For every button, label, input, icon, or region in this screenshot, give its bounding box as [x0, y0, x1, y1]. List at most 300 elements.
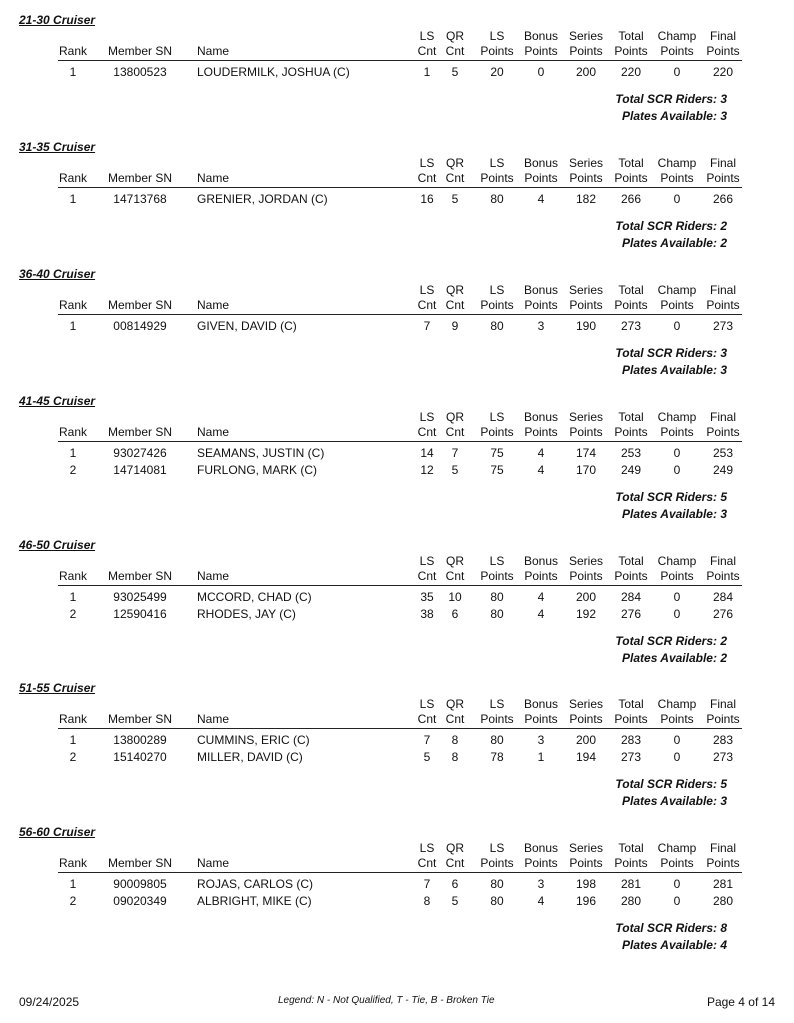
- cell-total-points: 276: [620, 607, 642, 621]
- header-line-1: Total: [618, 554, 644, 568]
- header-line-1: LS: [419, 554, 435, 568]
- division-section: [0, 681, 794, 806]
- cell-bonus-points: 1: [537, 750, 545, 764]
- column-header-rank: Rank: [58, 712, 87, 726]
- total-scr-riders: Total SCR Riders: 2: [615, 219, 727, 233]
- cell-member-sn: 13800523: [113, 65, 167, 79]
- column-header-rank: Rank: [58, 298, 87, 312]
- column-header-bonus-points: [516, 554, 566, 584]
- header-line-2: Cnt: [417, 712, 437, 726]
- cell-final-points: 273: [712, 319, 734, 333]
- column-header-bonus-points: [516, 29, 566, 59]
- header-line-1: Series: [568, 29, 603, 43]
- header-line-1: Bonus: [523, 156, 559, 170]
- column-header-ls-points: [472, 410, 522, 440]
- header-line-2: Points: [569, 44, 603, 58]
- header-line-1: QR: [446, 29, 464, 43]
- total-scr-riders: Total SCR Riders: 3: [615, 346, 727, 360]
- cell-ls-points: 80: [490, 319, 504, 333]
- header-divider: [58, 187, 742, 188]
- header-line-1: Final: [709, 410, 736, 424]
- column-header-series-points: [561, 841, 611, 871]
- total-scr-riders: Total SCR Riders: 2: [615, 634, 727, 648]
- header-line-1: LS: [489, 156, 505, 170]
- division-title: 51-55 Cruiser: [19, 681, 96, 695]
- legend: Legend: N - Not Qualified, T - Tie, B - Broken Tie: [278, 995, 495, 1006]
- header-line-1: Series: [568, 554, 603, 568]
- header-line-1: LS: [489, 29, 505, 43]
- column-header-name: Name: [197, 298, 230, 312]
- total-scr-riders: Total SCR Riders: 5: [615, 777, 727, 791]
- cell-bonus-points: 3: [537, 877, 545, 891]
- cell-total-points: 281: [620, 877, 642, 891]
- cell-name: MCCORD, CHAD (C): [197, 590, 312, 604]
- column-header-ls-points: [472, 283, 522, 313]
- header-line-1: Final: [709, 554, 736, 568]
- header-line-2: Cnt: [417, 44, 437, 58]
- division-title: 46-50 Cruiser: [19, 538, 96, 552]
- cell-qr-cnt: 9: [451, 319, 459, 333]
- header-line-2: Cnt: [445, 171, 465, 185]
- cell-name: SEAMANS, JUSTIN (C): [197, 446, 325, 460]
- cell-champ-points: 0: [673, 750, 681, 764]
- header-line-2: Points: [480, 171, 514, 185]
- header-line-2: Points: [480, 425, 514, 439]
- header-line-2: Points: [614, 569, 648, 583]
- cell-final-points: 284: [712, 590, 734, 604]
- column-header-series-points: [561, 29, 611, 59]
- header-line-2: Points: [614, 425, 648, 439]
- cell-champ-points: 0: [673, 446, 681, 460]
- cell-final-points: 281: [712, 877, 734, 891]
- cell-member-sn: 93025499: [113, 590, 167, 604]
- column-header-rank: Rank: [58, 171, 87, 185]
- header-line-1: QR: [446, 697, 464, 711]
- column-header-total-points: [606, 841, 656, 871]
- header-line-1: LS: [489, 697, 505, 711]
- header-line-1: Total: [618, 697, 644, 711]
- table-header: [0, 283, 794, 313]
- header-line-2: Points: [614, 44, 648, 58]
- cell-champ-points: 0: [673, 894, 681, 908]
- cell-champ-points: 0: [673, 192, 681, 206]
- header-line-2: Points: [706, 712, 740, 726]
- column-header-ls-points: [472, 156, 522, 186]
- column-header-final-points: [698, 29, 748, 59]
- cell-ls-points: 80: [490, 590, 504, 604]
- cell-series-points: 198: [575, 877, 597, 891]
- header-line-2: Points: [706, 44, 740, 58]
- column-header-total-points: [606, 697, 656, 727]
- header-line-2: Points: [524, 171, 558, 185]
- cell-total-points: 273: [620, 750, 642, 764]
- header-line-1: Total: [618, 841, 644, 855]
- cell-member-sn: 93027426: [113, 446, 167, 460]
- cell-name: GIVEN, DAVID (C): [197, 319, 297, 333]
- cell-final-points: 280: [712, 894, 734, 908]
- column-header-final-points: [698, 156, 748, 186]
- cell-ls-points: 80: [490, 894, 504, 908]
- header-line-1: Final: [709, 29, 736, 43]
- header-line-1: QR: [446, 283, 464, 297]
- column-header-name: Name: [197, 425, 230, 439]
- header-line-2: Points: [569, 712, 603, 726]
- cell-member-sn: 90009805: [113, 877, 167, 891]
- header-line-1: LS: [419, 156, 435, 170]
- cell-member-sn: 15140270: [113, 750, 167, 764]
- header-line-2: Points: [480, 44, 514, 58]
- division-title: 56-60 Cruiser: [19, 825, 96, 839]
- division-section: [0, 825, 794, 950]
- column-header-ls-points: [472, 29, 522, 59]
- column-header-total-points: [606, 29, 656, 59]
- plates-available: Plates Available: 2: [622, 236, 727, 250]
- table-row: [0, 893, 794, 910]
- header-line-2: Points: [569, 298, 603, 312]
- column-header-member-sn: Member SN: [107, 44, 172, 58]
- header-divider: [58, 872, 742, 873]
- division-title: 31-35 Cruiser: [19, 140, 96, 154]
- cell-ls-cnt: 14: [420, 446, 434, 460]
- cell-ls-points: 78: [490, 750, 504, 764]
- header-line-1: Series: [568, 283, 603, 297]
- header-line-1: Champ: [657, 283, 697, 297]
- header-line-2: Cnt: [445, 298, 465, 312]
- cell-champ-points: 0: [673, 607, 681, 621]
- column-header-final-points: [698, 410, 748, 440]
- header-line-1: Series: [568, 697, 603, 711]
- report-date: 09/24/2025: [19, 995, 80, 1009]
- cell-member-sn: 14714081: [113, 463, 167, 477]
- cell-series-points: 182: [575, 192, 597, 206]
- cell-qr-cnt: 8: [451, 750, 459, 764]
- cell-bonus-points: 4: [537, 590, 545, 604]
- cell-qr-cnt: 5: [451, 894, 459, 908]
- header-line-1: LS: [489, 554, 505, 568]
- division-section: [0, 538, 794, 663]
- column-header-total-points: [606, 410, 656, 440]
- header-line-2: Cnt: [417, 425, 437, 439]
- table-row: [0, 445, 794, 462]
- cell-total-points: 284: [620, 590, 642, 604]
- cell-ls-points: 80: [490, 733, 504, 747]
- cell-member-sn: 09020349: [113, 894, 167, 908]
- plates-available: Plates Available: 3: [622, 794, 727, 808]
- cell-bonus-points: 0: [537, 65, 545, 79]
- column-header-name: Name: [197, 569, 230, 583]
- column-header-name: Name: [197, 44, 230, 58]
- header-line-1: Champ: [657, 554, 697, 568]
- column-header-rank: Rank: [58, 44, 87, 58]
- cell-name: CUMMINS, ERIC (C): [197, 733, 310, 747]
- header-line-1: Series: [568, 410, 603, 424]
- cell-rank: 1: [69, 877, 77, 891]
- cell-rank: 1: [69, 446, 77, 460]
- header-line-2: Points: [706, 171, 740, 185]
- header-line-1: Bonus: [523, 554, 559, 568]
- header-line-2: Points: [480, 569, 514, 583]
- header-line-2: Points: [660, 171, 694, 185]
- division-section: [0, 394, 794, 519]
- plates-available: Plates Available: 3: [622, 363, 727, 377]
- column-header-final-points: [698, 283, 748, 313]
- cell-champ-points: 0: [673, 590, 681, 604]
- cell-series-points: 174: [575, 446, 597, 460]
- cell-final-points: 253: [712, 446, 734, 460]
- header-line-2: Cnt: [417, 298, 437, 312]
- cell-rank: 1: [69, 733, 77, 747]
- cell-series-points: 200: [575, 590, 597, 604]
- plates-available: Plates Available: 2: [622, 651, 727, 665]
- header-line-1: LS: [419, 29, 435, 43]
- table-row: [0, 462, 794, 479]
- table-row: [0, 732, 794, 749]
- cell-rank: 2: [69, 750, 77, 764]
- cell-final-points: 273: [712, 750, 734, 764]
- header-line-1: Final: [709, 156, 736, 170]
- cell-champ-points: 0: [673, 877, 681, 891]
- header-line-1: Bonus: [523, 29, 559, 43]
- cell-rank: 2: [69, 894, 77, 908]
- column-header-series-points: [561, 283, 611, 313]
- header-divider: [58, 728, 742, 729]
- header-line-2: Cnt: [417, 171, 437, 185]
- column-header-member-sn: Member SN: [107, 171, 172, 185]
- header-line-1: Champ: [657, 29, 697, 43]
- page-number: Page 4 of 14: [706, 995, 775, 1009]
- division-title: 21-30 Cruiser: [19, 13, 96, 27]
- cell-rank: 1: [69, 319, 77, 333]
- header-line-2: Points: [524, 856, 558, 870]
- cell-final-points: 283: [712, 733, 734, 747]
- cell-final-points: 249: [712, 463, 734, 477]
- division-section: [0, 13, 794, 138]
- header-line-1: QR: [446, 410, 464, 424]
- column-header-member-sn: Member SN: [107, 425, 172, 439]
- cell-name: GRENIER, JORDAN (C): [197, 192, 328, 206]
- column-header-champ-points: [652, 156, 702, 186]
- cell-name: ALBRIGHT, MIKE (C): [197, 894, 312, 908]
- header-line-1: LS: [489, 410, 505, 424]
- cell-member-sn: 14713768: [113, 192, 167, 206]
- cell-total-points: 273: [620, 319, 642, 333]
- cell-qr-cnt: 8: [451, 733, 459, 747]
- cell-series-points: 192: [575, 607, 597, 621]
- column-header-total-points: [606, 283, 656, 313]
- header-line-2: Cnt: [445, 712, 465, 726]
- cell-series-points: 200: [575, 733, 597, 747]
- header-line-1: Final: [709, 283, 736, 297]
- cell-champ-points: 0: [673, 733, 681, 747]
- column-header-rank: Rank: [58, 425, 87, 439]
- header-line-2: Points: [569, 425, 603, 439]
- plates-available: Plates Available: 3: [622, 507, 727, 521]
- cell-ls-cnt: 16: [420, 192, 434, 206]
- header-line-2: Points: [569, 171, 603, 185]
- cell-champ-points: 0: [673, 319, 681, 333]
- cell-bonus-points: 4: [537, 894, 545, 908]
- header-line-2: Points: [524, 425, 558, 439]
- cell-name: RHODES, JAY (C): [197, 607, 296, 621]
- column-header-total-points: [606, 156, 656, 186]
- cell-ls-cnt: 7: [423, 733, 431, 747]
- cell-ls-cnt: 7: [423, 877, 431, 891]
- header-line-2: Points: [614, 856, 648, 870]
- division-section: [0, 140, 794, 265]
- cell-rank: 1: [69, 192, 77, 206]
- table-header: [0, 697, 794, 727]
- cell-total-points: 249: [620, 463, 642, 477]
- header-line-2: Points: [660, 44, 694, 58]
- header-line-2: Cnt: [417, 856, 437, 870]
- header-line-2: Cnt: [445, 44, 465, 58]
- header-line-2: Cnt: [445, 856, 465, 870]
- header-line-2: Points: [706, 425, 740, 439]
- column-header-series-points: [561, 156, 611, 186]
- header-line-1: LS: [489, 841, 505, 855]
- header-line-1: Bonus: [523, 841, 559, 855]
- cell-champ-points: 0: [673, 65, 681, 79]
- cell-name: ROJAS, CARLOS (C): [197, 877, 314, 891]
- header-line-2: Points: [480, 856, 514, 870]
- column-header-series-points: [561, 410, 611, 440]
- cell-bonus-points: 4: [537, 192, 545, 206]
- header-line-2: Points: [706, 569, 740, 583]
- column-header-champ-points: [652, 554, 702, 584]
- column-header-bonus-points: [516, 841, 566, 871]
- column-header-member-sn: Member SN: [107, 856, 172, 870]
- header-line-2: Points: [660, 569, 694, 583]
- header-line-1: Champ: [657, 841, 697, 855]
- cell-total-points: 266: [620, 192, 642, 206]
- cell-series-points: 196: [575, 894, 597, 908]
- cell-rank: 2: [69, 607, 77, 621]
- cell-ls-cnt: 7: [423, 319, 431, 333]
- cell-ls-cnt: 1: [423, 65, 431, 79]
- header-line-1: Total: [618, 283, 644, 297]
- header-line-1: LS: [489, 283, 505, 297]
- division-title: 41-45 Cruiser: [19, 394, 96, 408]
- header-line-1: Total: [618, 410, 644, 424]
- header-line-1: Bonus: [523, 697, 559, 711]
- cell-qr-cnt: 5: [451, 463, 459, 477]
- cell-total-points: 253: [620, 446, 642, 460]
- cell-ls-cnt: 35: [420, 590, 434, 604]
- header-line-1: Bonus: [523, 283, 559, 297]
- table-header: [0, 410, 794, 440]
- header-line-2: Points: [706, 856, 740, 870]
- header-line-1: Series: [568, 841, 603, 855]
- table-header: [0, 156, 794, 186]
- header-line-2: Points: [480, 298, 514, 312]
- column-header-final-points: [698, 841, 748, 871]
- cell-bonus-points: 4: [537, 446, 545, 460]
- total-scr-riders: Total SCR Riders: 5: [615, 490, 727, 504]
- header-line-1: Total: [618, 29, 644, 43]
- header-line-2: Cnt: [445, 569, 465, 583]
- cell-ls-points: 75: [490, 446, 504, 460]
- header-line-2: Points: [614, 298, 648, 312]
- header-line-1: LS: [419, 283, 435, 297]
- column-header-ls-points: [472, 841, 522, 871]
- header-line-2: Cnt: [417, 569, 437, 583]
- column-header-champ-points: [652, 697, 702, 727]
- column-header-bonus-points: [516, 283, 566, 313]
- column-header-ls-points: [472, 554, 522, 584]
- cell-rank: 1: [69, 65, 77, 79]
- column-header-final-points: [698, 554, 748, 584]
- table-row: [0, 318, 794, 335]
- column-header-bonus-points: [516, 410, 566, 440]
- header-line-2: Points: [524, 712, 558, 726]
- table-row: [0, 191, 794, 208]
- header-line-2: Points: [706, 298, 740, 312]
- header-line-2: Points: [569, 856, 603, 870]
- cell-bonus-points: 3: [537, 319, 545, 333]
- cell-ls-cnt: 8: [423, 894, 431, 908]
- cell-final-points: 266: [712, 192, 734, 206]
- header-line-2: Points: [660, 425, 694, 439]
- table-row: [0, 876, 794, 893]
- division-section: [0, 267, 794, 392]
- header-line-1: LS: [419, 841, 435, 855]
- header-line-1: LS: [419, 410, 435, 424]
- cell-rank: 2: [69, 463, 77, 477]
- header-line-2: Points: [660, 856, 694, 870]
- column-header-total-points: [606, 554, 656, 584]
- cell-total-points: 220: [620, 65, 642, 79]
- total-scr-riders: Total SCR Riders: 3: [615, 92, 727, 106]
- column-header-series-points: [561, 554, 611, 584]
- cell-bonus-points: 4: [537, 607, 545, 621]
- cell-ls-points: 75: [490, 463, 504, 477]
- header-line-1: Total: [618, 156, 644, 170]
- column-header-name: Name: [197, 171, 230, 185]
- cell-name: MILLER, DAVID (C): [197, 750, 303, 764]
- header-line-2: Points: [614, 712, 648, 726]
- division-title: 36-40 Cruiser: [19, 267, 96, 281]
- header-line-1: Final: [709, 841, 736, 855]
- column-header-rank: Rank: [58, 856, 87, 870]
- cell-bonus-points: 4: [537, 463, 545, 477]
- cell-ls-points: 80: [490, 607, 504, 621]
- header-line-1: Champ: [657, 410, 697, 424]
- table-row: [0, 589, 794, 606]
- column-header-name: Name: [197, 856, 230, 870]
- cell-ls-cnt: 12: [420, 463, 434, 477]
- header-divider: [58, 60, 742, 61]
- cell-ls-cnt: 38: [420, 607, 434, 621]
- cell-qr-cnt: 5: [451, 65, 459, 79]
- column-header-rank: Rank: [58, 569, 87, 583]
- table-row: [0, 64, 794, 81]
- cell-name: LOUDERMILK, JOSHUA (C): [197, 65, 350, 79]
- cell-champ-points: 0: [673, 463, 681, 477]
- cell-ls-cnt: 5: [423, 750, 431, 764]
- plates-available: Plates Available: 4: [622, 938, 727, 952]
- cell-qr-cnt: 6: [451, 877, 459, 891]
- table-header: [0, 841, 794, 871]
- header-line-1: Bonus: [523, 410, 559, 424]
- table-header: [0, 29, 794, 59]
- column-header-series-points: [561, 697, 611, 727]
- column-header-bonus-points: [516, 697, 566, 727]
- column-header-champ-points: [652, 410, 702, 440]
- cell-member-sn: 12590416: [113, 607, 167, 621]
- header-divider: [58, 585, 742, 586]
- column-header-champ-points: [652, 841, 702, 871]
- cell-series-points: 190: [575, 319, 597, 333]
